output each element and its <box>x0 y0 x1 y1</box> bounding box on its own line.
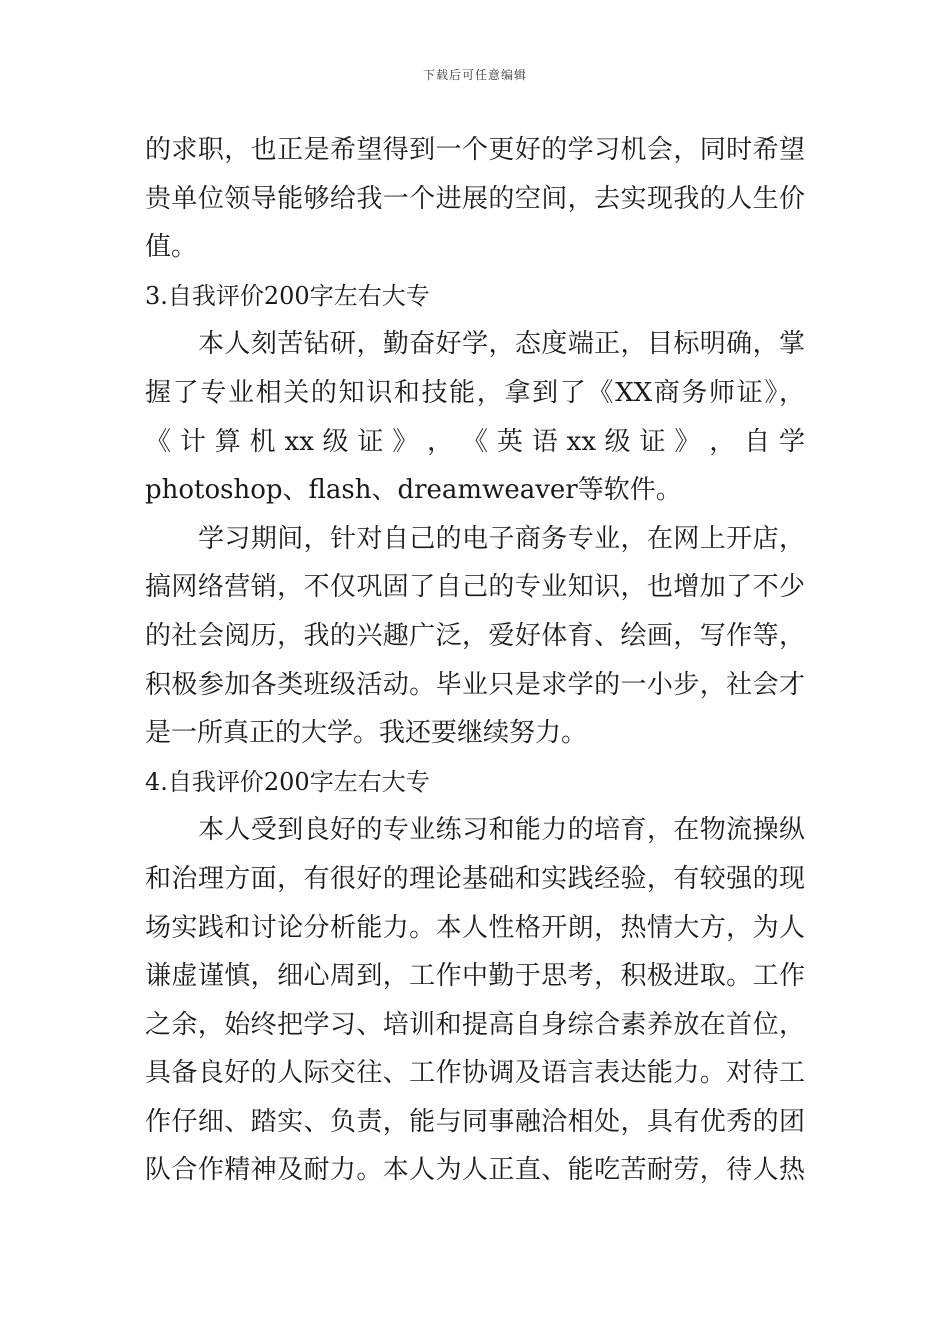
text-line: 场实践和讨论分析能力。本人性格开朗，热情大方，为人 <box>145 912 805 943</box>
text-line: 本人受到良好的专业练习和能力的培育，在物流操纵 <box>198 815 805 846</box>
text-line: 积极参加各类班级活动。毕业只是求学的一小步，社会才 <box>145 669 805 700</box>
text-line: 本人刻苦钻研，勤奋好学，态度端正，目标明确，掌 <box>198 329 805 360</box>
text-line: 搞网络营销，不仅巩固了自己的专业知识，也增加了不少 <box>145 572 805 603</box>
section-heading: 3.自我评价200字左右大专 <box>145 281 430 310</box>
text-line: 作仔细、踏实、负责，能与同事融洽相处，具有优秀的团 <box>145 1106 805 1137</box>
text-line: 之余，始终把学习、培训和提高自身综合素养放在首位， <box>145 1009 805 1040</box>
text-line: 贵单位领导能够给我一个进展的空间，去实现我的人生价 <box>145 183 805 214</box>
text-line: 具备良好的人际交往、工作协调及语言表达能力。对待工 <box>145 1058 805 1089</box>
page-header: 下载后可任意编辑 <box>422 68 527 82</box>
text-line: 学习期间，针对自己的电子商务专业，在网上开店， <box>198 523 805 554</box>
text-line: 是一所真正的大学。我还要继续努力。 <box>145 718 588 749</box>
text-line: 谦虚谨慎，细心周到，工作中勤于思考，积极进取。工作 <box>145 961 805 992</box>
text-line: 值。 <box>145 232 198 263</box>
text-line: 和治理方面，有很好的理论基础和实践经验，有较强的现 <box>145 863 805 894</box>
text-line: photoshop、flash、dreamweaver等软件。 <box>145 475 682 506</box>
section-heading: 4.自我评价200字左右大专 <box>145 767 430 796</box>
text-line: 队合作精神及耐力。本人为人正直、能吃苦耐劳，待人热 <box>145 1155 805 1186</box>
text-line: 的社会阅历，我的兴趣广泛，爱好体育、绘画，写作等， <box>145 620 805 651</box>
text-line: 《 计 算 机 xx 级 证 》 ， 《 英 语 xx 级 证 》 ， 自 学 <box>145 426 805 457</box>
document-body <box>145 126 805 1195</box>
text-line: 的求职，也正是希望得到一个更好的学习机会，同时希望 <box>145 135 805 165</box>
text-line: 握了专业相关的知识和技能，拿到了《XX商务师证》， <box>145 377 805 408</box>
